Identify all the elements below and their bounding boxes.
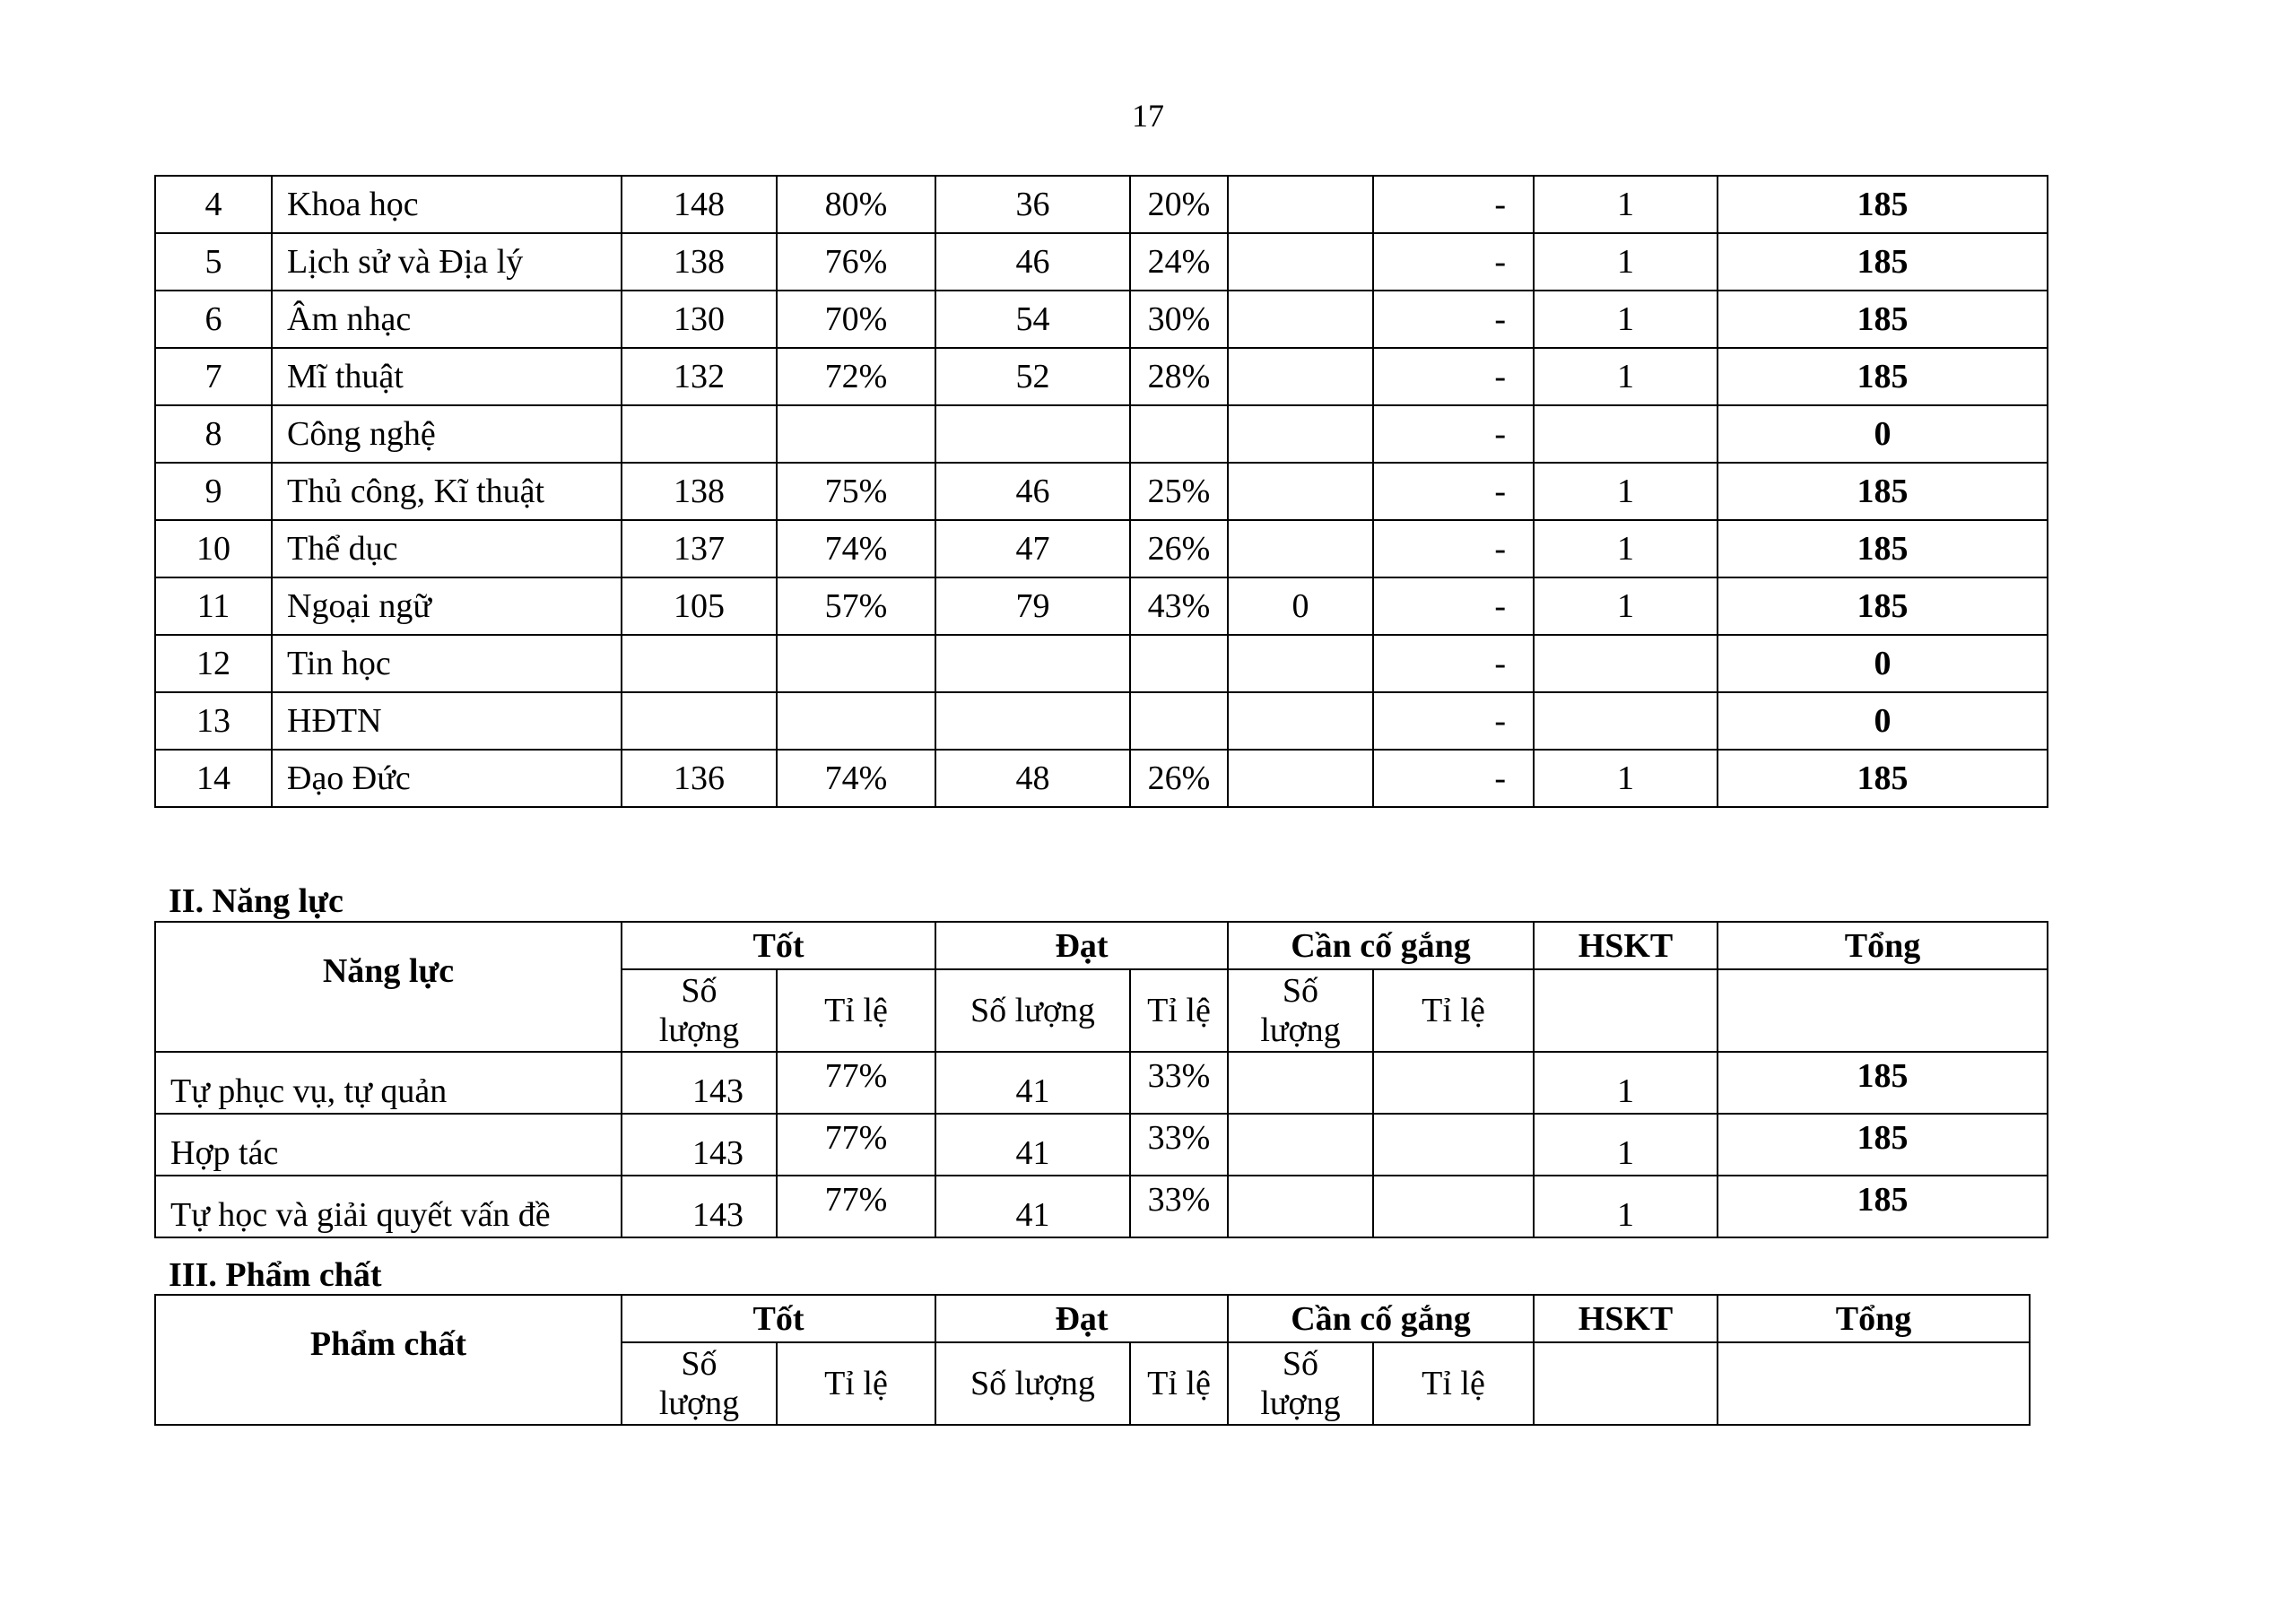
header-can-co-gang: Cần cố gắng	[1228, 1295, 1534, 1342]
cell-stt: 5	[155, 233, 272, 291]
cell-ccg-ti-le: -	[1373, 692, 1534, 750]
cell-hskt: 1	[1534, 233, 1718, 291]
cell-subject-name: Lịch sử và Địa lý	[272, 233, 622, 291]
header-tot: Tốt	[622, 1295, 935, 1342]
header-tong: Tổng	[1718, 922, 2048, 969]
cell-dat-so-luong: 41	[935, 1176, 1130, 1237]
cell-dat-ti-le: 26%	[1130, 750, 1228, 807]
cell-hskt: 1	[1534, 750, 1718, 807]
cell-subject-name: Khoa học	[272, 176, 622, 233]
table-row	[155, 1114, 2048, 1176]
cell-tot-ti-le: 80%	[777, 176, 935, 233]
cell-dat-so-luong: 46	[935, 233, 1130, 291]
table-row	[155, 1052, 2048, 1114]
cell-dat-ti-le: 20%	[1130, 176, 1228, 233]
cell-stt: 9	[155, 463, 272, 520]
table-row	[155, 463, 2048, 520]
cell-stt: 8	[155, 405, 272, 463]
cell-subject-name: Công nghệ	[272, 405, 622, 463]
cell-subject-name: Thể dục	[272, 520, 622, 577]
cell-hskt	[1534, 405, 1718, 463]
cell-ccg-ti-le: -	[1373, 577, 1534, 635]
cell-ccg-ti-le: -	[1373, 463, 1534, 520]
header-dat-ti-le: Tỉ lệ	[1130, 969, 1228, 1052]
cell-dat-so-luong: 52	[935, 348, 1130, 405]
table-row	[155, 520, 2048, 577]
cell-dat-ti-le	[1130, 692, 1228, 750]
cell-nang-luc-name: Tự học và giải quyết vấn đề	[155, 1176, 622, 1237]
cell-ccg-so-luong	[1228, 405, 1373, 463]
cell-hskt: 1	[1534, 348, 1718, 405]
cell-dat-ti-le: 26%	[1130, 520, 1228, 577]
cell-dat-so-luong: 48	[935, 750, 1130, 807]
cell-tot-ti-le: 76%	[777, 233, 935, 291]
cell-tong: 0	[1718, 405, 2048, 463]
table-row	[155, 750, 2048, 807]
cell-hskt: 1	[1534, 176, 1718, 233]
cell-tot-ti-le	[777, 405, 935, 463]
table-row	[155, 291, 2048, 348]
header-ccg-so-luong: Số lượng	[1228, 969, 1373, 1052]
cell-hskt: 1	[1534, 1114, 1718, 1176]
cell-stt: 12	[155, 635, 272, 692]
cell-hskt: 1	[1534, 291, 1718, 348]
cell-ccg-ti-le: -	[1373, 176, 1534, 233]
table-row	[155, 692, 2048, 750]
header-ccg-so-luong: Số lượng	[1228, 1342, 1373, 1425]
cell-dat-so-luong: 41	[935, 1114, 1130, 1176]
header-dat: Đạt	[935, 1295, 1228, 1342]
cell-dat-ti-le: 28%	[1130, 348, 1228, 405]
cell-tot-so-luong: 138	[622, 233, 777, 291]
cell-tot-ti-le: 72%	[777, 348, 935, 405]
cell-dat-so-luong: 41	[935, 1052, 1130, 1114]
cell-subject-name: HĐTN	[272, 692, 622, 750]
cell-tot-so-luong: 130	[622, 291, 777, 348]
header-hskt: HSKT	[1534, 922, 1718, 969]
cell-dat-so-luong: 36	[935, 176, 1130, 233]
table-row	[155, 176, 2048, 233]
cell-stt: 7	[155, 348, 272, 405]
page-number: 17	[1132, 98, 1164, 134]
cell-dat-ti-le: 43%	[1130, 577, 1228, 635]
cell-tong: 185	[1718, 233, 2048, 291]
cell-tong: 185	[1718, 1114, 2048, 1176]
cell-ccg-so-luong	[1228, 750, 1373, 807]
header-tong: Tổng	[1718, 1295, 2030, 1342]
table-row	[155, 233, 2048, 291]
cell-hskt: 1	[1534, 520, 1718, 577]
cell-ccg-ti-le: -	[1373, 291, 1534, 348]
cell-tot-ti-le	[777, 635, 935, 692]
cell-tot-so-luong	[622, 635, 777, 692]
cell-ccg-so-luong	[1228, 635, 1373, 692]
cell-ccg-ti-le	[1373, 1176, 1534, 1237]
cell-tot-ti-le: 74%	[777, 520, 935, 577]
cell-hskt: 1	[1534, 463, 1718, 520]
cell-ccg-so-luong	[1228, 463, 1373, 520]
cell-ccg-so-luong	[1228, 291, 1373, 348]
cell-ccg-so-luong	[1228, 1052, 1373, 1114]
header-hskt: HSKT	[1534, 1295, 1718, 1342]
cell-tong: 185	[1718, 176, 2048, 233]
cell-tot-ti-le: 77%	[777, 1052, 935, 1114]
table-row	[155, 577, 2048, 635]
cell-dat-ti-le: 25%	[1130, 463, 1228, 520]
cell-tot-so-luong: 143	[622, 1176, 777, 1237]
cell-dat-ti-le	[1130, 635, 1228, 692]
cell-ccg-so-luong	[1228, 1176, 1373, 1237]
header-can-co-gang: Cần cố gắng	[1228, 922, 1534, 969]
cell-subject-name: Ngoại ngữ	[272, 577, 622, 635]
cell-stt: 14	[155, 750, 272, 807]
cell-ccg-so-luong	[1228, 1114, 1373, 1176]
header-dat-so-luong: Số lượng	[935, 969, 1130, 1052]
cell-ccg-ti-le: -	[1373, 635, 1534, 692]
header-tong-empty	[1718, 969, 2048, 1052]
cell-tot-so-luong: 143	[622, 1052, 777, 1114]
cell-stt: 4	[155, 176, 272, 233]
cell-tot-ti-le: 77%	[777, 1114, 935, 1176]
cell-tong: 185	[1718, 463, 2048, 520]
cell-ccg-ti-le	[1373, 1052, 1534, 1114]
cell-dat-so-luong: 54	[935, 291, 1130, 348]
nang-luc-table	[154, 921, 2048, 1238]
cell-subject-name: Mĩ thuật	[272, 348, 622, 405]
cell-hskt	[1534, 692, 1718, 750]
header-tot-ti-le: Tỉ lệ	[777, 969, 935, 1052]
cell-dat-ti-le: 33%	[1130, 1052, 1228, 1114]
table-row	[155, 635, 2048, 692]
cell-hskt: 1	[1534, 1176, 1718, 1237]
cell-dat-ti-le: 33%	[1130, 1176, 1228, 1237]
cell-subject-name: Đạo Đức	[272, 750, 622, 807]
cell-tong: 0	[1718, 635, 2048, 692]
cell-ccg-so-luong	[1228, 348, 1373, 405]
cell-tong: 185	[1718, 750, 2048, 807]
header-dat-ti-le: Tỉ lệ	[1130, 1342, 1228, 1425]
header-ccg-ti-le: Tỉ lệ	[1373, 1342, 1534, 1425]
cell-dat-so-luong: 47	[935, 520, 1130, 577]
cell-dat-so-luong	[935, 635, 1130, 692]
cell-dat-ti-le	[1130, 405, 1228, 463]
cell-dat-ti-le: 30%	[1130, 291, 1228, 348]
header-ccg-ti-le: Tỉ lệ	[1373, 969, 1534, 1052]
cell-tong: 0	[1718, 692, 2048, 750]
cell-ccg-so-luong	[1228, 692, 1373, 750]
cell-ccg-so-luong	[1228, 233, 1373, 291]
cell-dat-ti-le: 33%	[1130, 1114, 1228, 1176]
cell-tong: 185	[1718, 1176, 2048, 1237]
cell-dat-so-luong: 46	[935, 463, 1130, 520]
cell-tot-ti-le: 70%	[777, 291, 935, 348]
cell-tot-so-luong: 137	[622, 520, 777, 577]
cell-subject-name: Tin học	[272, 635, 622, 692]
header-hskt-empty	[1534, 969, 1718, 1052]
cell-dat-so-luong	[935, 405, 1130, 463]
cell-ccg-ti-le: -	[1373, 520, 1534, 577]
cell-ccg-ti-le: -	[1373, 405, 1534, 463]
table-row	[155, 1176, 2048, 1237]
cell-tong: 185	[1718, 348, 2048, 405]
cell-subject-name: Âm nhạc	[272, 291, 622, 348]
header-row-label: Phẩm chất	[155, 1295, 622, 1425]
cell-tot-so-luong: 136	[622, 750, 777, 807]
nang-luc-body	[155, 1052, 2048, 1237]
cell-dat-so-luong: 79	[935, 577, 1130, 635]
cell-ccg-ti-le: -	[1373, 233, 1534, 291]
table-row	[155, 405, 2048, 463]
table-row	[155, 348, 2048, 405]
cell-hskt: 1	[1534, 577, 1718, 635]
cell-stt: 10	[155, 520, 272, 577]
cell-tong: 185	[1718, 1052, 2048, 1114]
cell-stt: 13	[155, 692, 272, 750]
cell-stt: 11	[155, 577, 272, 635]
cell-tong: 185	[1718, 520, 2048, 577]
header-hskt-empty	[1534, 1342, 1718, 1425]
section-heading-nang-luc: II. Năng lực	[169, 882, 344, 920]
cell-tot-so-luong: 143	[622, 1114, 777, 1176]
subjects-body	[155, 176, 2048, 807]
cell-tot-ti-le: 77%	[777, 1176, 935, 1237]
cell-stt: 6	[155, 291, 272, 348]
cell-ccg-so-luong: 0	[1228, 577, 1373, 635]
header-tot: Tốt	[622, 922, 935, 969]
cell-ccg-so-luong	[1228, 176, 1373, 233]
section-heading-pham-chat: III. Phẩm chất	[169, 1256, 382, 1294]
cell-tong: 185	[1718, 577, 2048, 635]
cell-hskt: 1	[1534, 1052, 1718, 1114]
cell-tot-so-luong	[622, 692, 777, 750]
header-dat: Đạt	[935, 922, 1228, 969]
cell-tot-so-luong: 148	[622, 176, 777, 233]
cell-tot-so-luong: 138	[622, 463, 777, 520]
cell-dat-so-luong	[935, 692, 1130, 750]
cell-tot-ti-le	[777, 692, 935, 750]
cell-tong: 185	[1718, 291, 2048, 348]
cell-nang-luc-name: Tự phục vụ, tự quản	[155, 1052, 622, 1114]
header-dat-so-luong: Số lượng	[935, 1342, 1130, 1425]
cell-tot-so-luong	[622, 405, 777, 463]
header-tot-so-luong: Số lượng	[622, 1342, 777, 1425]
cell-subject-name: Thủ công, Kĩ thuật	[272, 463, 622, 520]
header-tot-ti-le: Tỉ lệ	[777, 1342, 935, 1425]
cell-tot-so-luong: 105	[622, 577, 777, 635]
cell-ccg-so-luong	[1228, 520, 1373, 577]
cell-hskt	[1534, 635, 1718, 692]
cell-dat-ti-le: 24%	[1130, 233, 1228, 291]
cell-tot-ti-le: 75%	[777, 463, 935, 520]
cell-nang-luc-name: Hợp tác	[155, 1114, 622, 1176]
cell-ccg-ti-le	[1373, 1114, 1534, 1176]
header-row-label: Năng lực	[155, 922, 622, 1052]
cell-ccg-ti-le: -	[1373, 750, 1534, 807]
pham-chat-table	[154, 1294, 2031, 1426]
cell-tot-ti-le: 74%	[777, 750, 935, 807]
cell-tot-so-luong: 132	[622, 348, 777, 405]
header-tot-so-luong: Số lượng	[622, 969, 777, 1052]
cell-ccg-ti-le: -	[1373, 348, 1534, 405]
cell-tot-ti-le: 57%	[777, 577, 935, 635]
header-tong-empty	[1718, 1342, 2030, 1425]
subjects-table	[154, 175, 2048, 808]
